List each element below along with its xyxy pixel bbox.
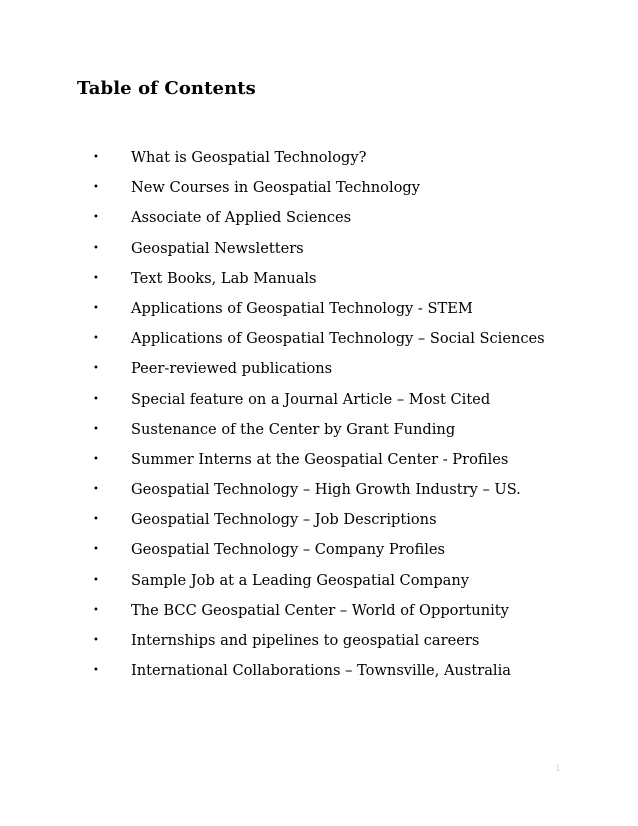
toc-item [0, 296, 638, 326]
toc-item [0, 326, 638, 356]
toc-item [0, 205, 638, 235]
toc-item-text: Summer Interns at the Geospatial Center - Profiles [131, 450, 509, 468]
toc-item [0, 628, 638, 658]
bullet-icon: • [93, 333, 99, 345]
toc-item [0, 266, 638, 296]
bullet-icon: • [93, 665, 99, 677]
bullet-icon: • [93, 212, 99, 224]
toc-item-text: Internships and pipelines to geospatial careers [131, 632, 480, 649]
bullet-icon: • [93, 453, 99, 465]
toc-item [0, 447, 638, 477]
toc-item-text: Peer-reviewed publications [131, 360, 333, 378]
bullet-icon: • [93, 544, 99, 556]
bullet-icon: • [93, 635, 99, 646]
page-number: 1 [555, 764, 561, 774]
toc-item [0, 417, 638, 447]
bullet-icon: • [93, 363, 99, 375]
bullet-icon: • [93, 182, 99, 194]
bullet-icon: • [93, 272, 99, 284]
bullet-icon: • [93, 604, 99, 616]
bullet-icon: • [93, 514, 99, 526]
bullet-icon: • [93, 302, 99, 314]
toc-item-text: Special feature on a Journal Article – Most Cited [131, 390, 491, 408]
toc-item [0, 145, 638, 175]
toc-item-text: Applications of Geospatial Technology - STEM [131, 299, 473, 317]
toc-item-text: Text Books, Lab Manuals [131, 269, 317, 287]
toc-item-text: International Collaborations – Townsville, Australia [131, 662, 511, 680]
bullet-icon: • [93, 423, 99, 435]
toc-item [0, 356, 638, 386]
toc-item-text: Geospatial Newsletters [131, 239, 304, 257]
page-title: Table of Contents [77, 78, 256, 99]
bullet-icon: • [93, 393, 99, 405]
toc-item-text: Associate of Applied Sciences [131, 209, 352, 227]
toc-item [0, 598, 638, 628]
bullet-icon: • [93, 574, 99, 586]
toc-item [0, 568, 638, 598]
toc-item [0, 658, 638, 688]
toc-list [0, 145, 638, 688]
toc-item [0, 175, 638, 205]
toc-item-text: Geospatial Technology – High Growth Industry – US. [131, 481, 521, 499]
bullet-icon: • [93, 242, 99, 254]
bullet-icon: • [93, 152, 99, 163]
toc-item-text: Applications of Geospatial Technology – Social Sciences [131, 330, 545, 348]
toc-item [0, 537, 638, 567]
toc-item [0, 477, 638, 507]
toc-item-text: Geospatial Technology – Company Profiles [131, 541, 445, 559]
toc-item-text: What is Geospatial Technology? [131, 149, 367, 166]
toc-item [0, 387, 638, 417]
bullet-icon: • [93, 484, 99, 496]
toc-item-text: New Courses in Geospatial Technology [131, 179, 421, 197]
toc-item [0, 236, 638, 266]
toc-item-text: Sustenance of the Center by Grant Funding [131, 420, 456, 438]
toc-item-text: Sample Job at a Leading Geospatial Company [131, 571, 470, 589]
toc-item-text: The BCC Geospatial Center – World of Opportunity [131, 601, 509, 619]
toc-item [0, 507, 638, 537]
toc-item-text: Geospatial Technology – Job Descriptions [131, 511, 437, 529]
